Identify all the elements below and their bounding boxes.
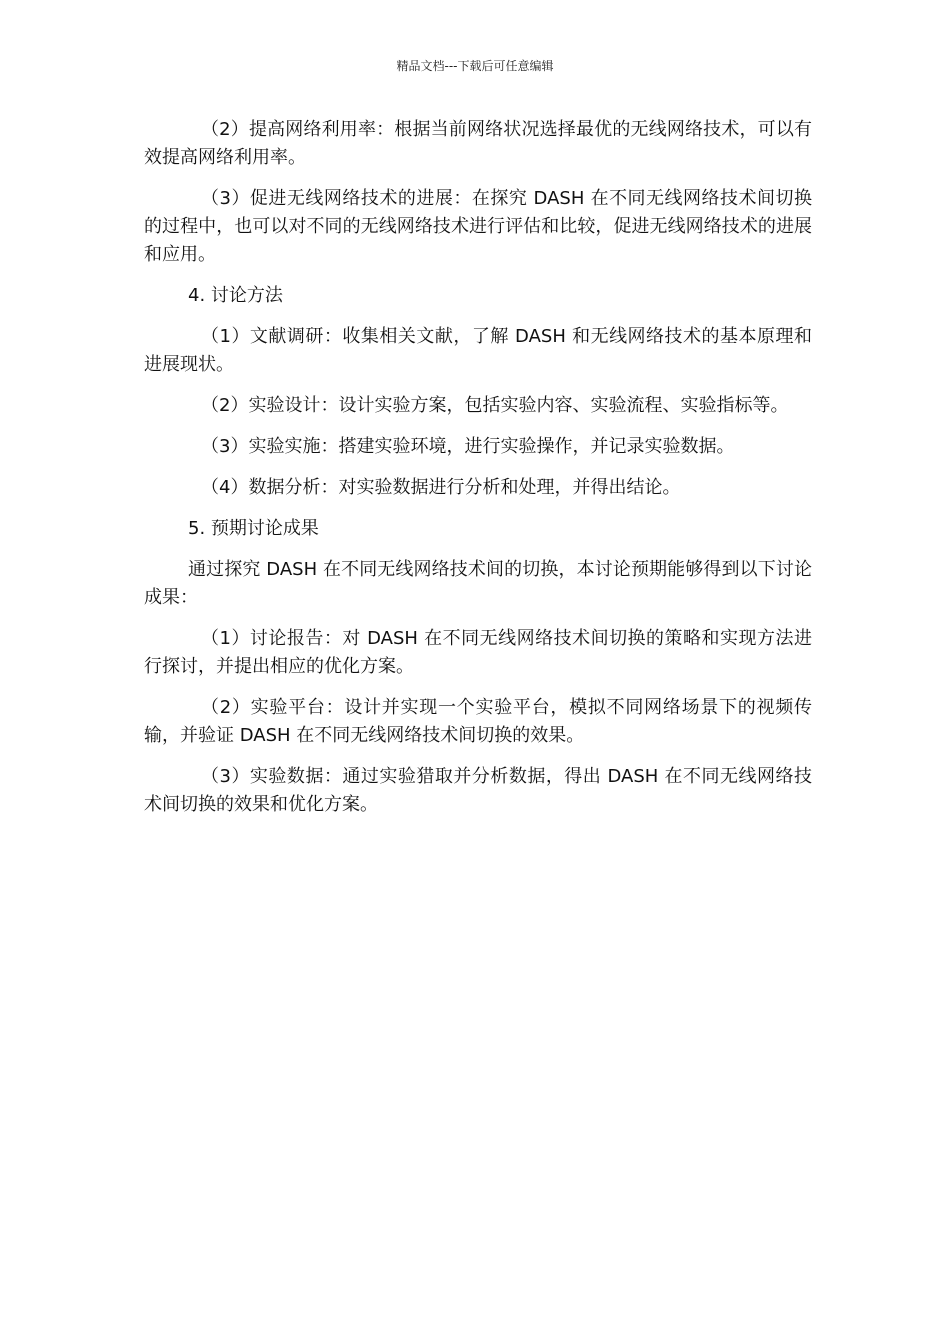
section-heading-research-methods: 4. 讨论方法 <box>188 285 283 306</box>
document-body <box>144 116 812 832</box>
paragraph-experiment-platform: （2）实验平台：设计并实现一个实验平台，模拟不同网络场景下的视频传输，并验证 DASH 在不同无线网络技术间切换的效果。 <box>144 697 812 746</box>
page-header: 精品文档---下载后可任意编辑 <box>396 59 554 73</box>
paragraph-experiment-design: （2）实验设计：设计实验方案，包括实验内容、实验流程、实验指标等。 <box>201 395 789 416</box>
section-heading-expected-results: 5. 预期讨论成果 <box>188 518 319 539</box>
paragraph-improve-network-utilization: （2）提高网络利用率：根据当前网络状况选择最优的无线网络技术，可以有效提高网络利用率。 <box>144 119 812 168</box>
paragraph-promote-wireless-tech: （3）促进无线网络技术的进展：在探究 DASH 在不同无线网络技术间切换的过程中，也可以对不同的无线网络技术进行评估和比较，促进无线网络技术的进展和应用。 <box>144 188 812 265</box>
paragraph-experiment-implementation: （3）实验实施：搭建实验环境，进行实验操作，并记录实验数据。 <box>201 436 735 457</box>
paragraph-data-analysis: （4）数据分析：对实验数据进行分析和处理，并得出结论。 <box>201 477 681 498</box>
paragraph-literature-research: （1）文献调研：收集相关文献，了解 DASH 和无线网络技术的基本原理和进展现状。 <box>144 326 812 375</box>
paragraph-research-report: （1）讨论报告：对 DASH 在不同无线网络技术间切换的策略和实现方法进行探讨，并提出相应的优化方案。 <box>144 628 812 677</box>
paragraph-expected-results-intro: 通过探究 DASH 在不同无线网络技术间的切换，本讨论预期能够得到以下讨论成果： <box>144 559 812 608</box>
paragraph-experiment-data: （3）实验数据：通过实验猎取并分析数据，得出 DASH 在不同无线网络技术间切换的效果和优化方案。 <box>144 766 812 815</box>
